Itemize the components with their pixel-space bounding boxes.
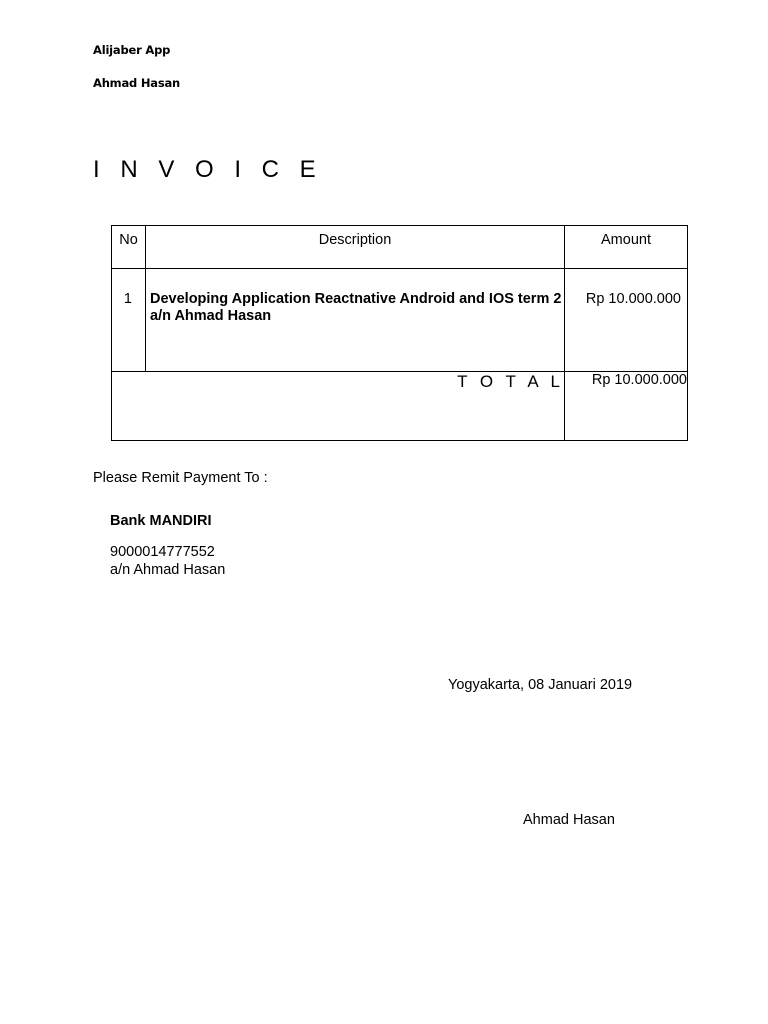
- table-header-row: [112, 226, 688, 269]
- row-number: 1: [112, 269, 146, 372]
- account-holder: a/n Ahmad Hasan: [110, 561, 226, 578]
- bank-name: Bank MANDIRI: [110, 513, 212, 529]
- invoice-title: I N V O I C E: [93, 156, 323, 183]
- total-amount: Rp 10.000.000: [565, 372, 688, 441]
- row-amount: Rp 10.000.000: [565, 269, 688, 372]
- description-text: Developing Application Reactnative Android and IOS term 2: [150, 291, 562, 307]
- place-and-date: Yogyakarta, 08 Januari 2019: [448, 677, 633, 693]
- column-header-no: No: [112, 226, 146, 269]
- invoice-table: [111, 225, 688, 441]
- row-description: [146, 269, 565, 372]
- remit-payment-label: Please Remit Payment To :: [93, 470, 268, 486]
- issuer-name: Ahmad Hasan: [93, 76, 181, 90]
- column-header-description: Description: [146, 226, 565, 269]
- column-header-amount: Amount: [565, 226, 688, 269]
- company-name: Alijaber App: [93, 43, 171, 57]
- signature-name: Ahmad Hasan: [523, 812, 615, 828]
- total-label: T O T A L: [112, 372, 565, 441]
- description-recipient: a/n Ahmad Hasan: [150, 307, 272, 324]
- table-row: [112, 269, 688, 372]
- account-number: 9000014777552: [110, 544, 215, 560]
- bank-account-details: [110, 544, 225, 579]
- total-row: [112, 372, 688, 441]
